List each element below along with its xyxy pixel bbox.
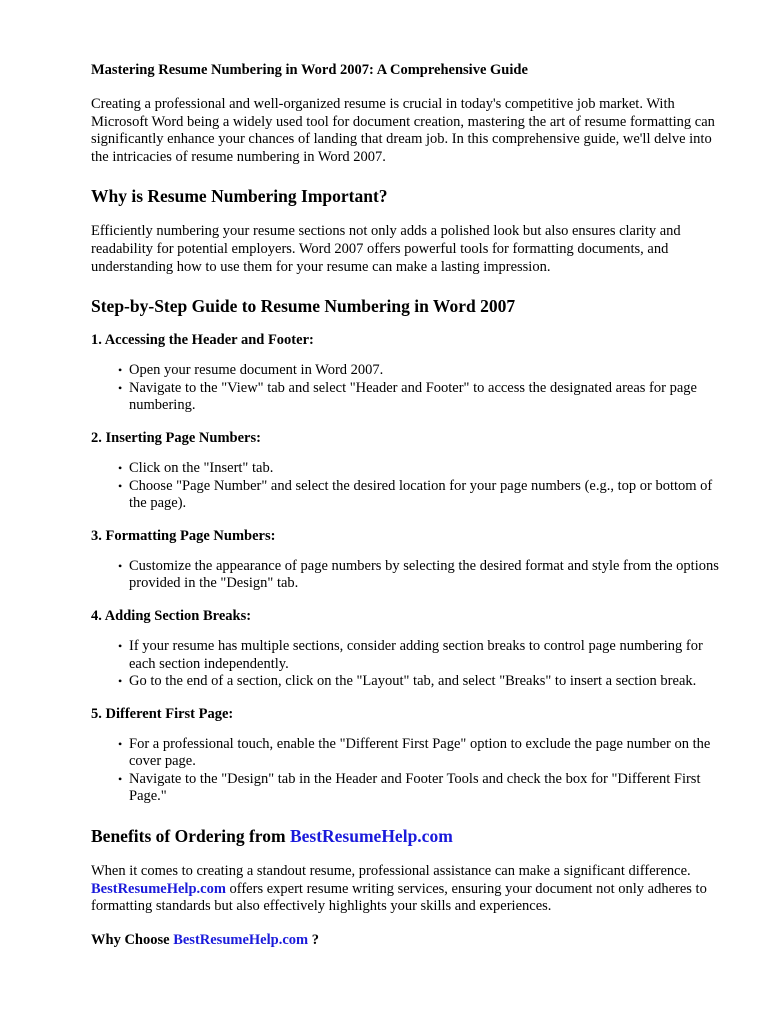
list-item-text: Go to the end of a section, click on the "Layout" tab, and select "Breaks" to insert a section break. — [129, 673, 697, 690]
benefits-heading — [91, 825, 731, 847]
bullet-icon: • — [118, 478, 123, 493]
step-2-heading: 2. Inserting Page Numbers: — [91, 429, 261, 446]
list-item — [118, 477, 731, 513]
list-item-text: Click on the "Insert" tab. — [129, 459, 274, 476]
step-3-list — [91, 558, 731, 593]
step-3-heading: 3. Formatting Page Numbers: — [91, 527, 276, 544]
step-5-list — [91, 736, 731, 806]
document-page — [91, 56, 731, 949]
bullet-icon: • — [118, 674, 123, 689]
benefits-paragraph — [91, 863, 731, 916]
step-1-list — [91, 362, 731, 415]
step-4-heading: 4. Adding Section Breaks: — [91, 607, 252, 624]
benefits-text-after: offers expert resume writing services, ensuring your document not only adheres to formatting standards but also effectively highlights your skills and experiences. — [91, 880, 707, 915]
list-item — [118, 362, 731, 380]
list-item-text: Open your resume document in Word 2007. — [129, 362, 384, 379]
step-5-heading: 5. Different First Page: — [91, 705, 234, 722]
benefits-inline-link[interactable]: BestResumeHelp.com — [91, 880, 226, 897]
list-item — [118, 637, 731, 673]
list-item-text: Customize the appearance of page numbers by selecting the desired format and style from the options provided in the "Design" tab. — [129, 557, 719, 592]
why-choose-prefix: Why Choose — [91, 931, 174, 948]
benefits-text-before: When it comes to creating a standout resume, professional assistance can make a significant difference. — [91, 863, 691, 880]
list-item — [118, 673, 731, 691]
list-item — [118, 459, 731, 478]
why-paragraph: Efficiently numbering your resume sections not only adds a polished look but also ensures clarity and readability for potential employers. Word 2007 offers powerful tools for formatting documents, and understanding how to use them for your resume can make a lasting impression. — [91, 223, 681, 275]
step-2-list — [91, 460, 731, 513]
bullet-icon: • — [118, 558, 123, 573]
list-item-text: For a professional touch, enable the "Different First Page" option to exclude the page number on the cover page. — [129, 735, 711, 770]
guide-heading: Step-by-Step Guide to Resume Numbering in Word 2007 — [91, 296, 516, 317]
bullet-icon: • — [118, 771, 123, 786]
list-item — [118, 557, 731, 593]
intro-paragraph: Creating a professional and well-organized resume is crucial in today's competitive job market. With Microsoft Word being a widely used tool for document creation, mastering the art of resume formatting can significantly enhance your chances of landing that dream job. In this comprehensive guide, we'll delve into the intricacies of resume numbering in Word 2007. — [91, 96, 715, 165]
why-choose-suffix: ? — [308, 931, 319, 948]
list-item-text: Navigate to the "View" tab and select "Header and Footer" to access the designated areas for page numbering. — [129, 379, 697, 414]
list-item — [118, 770, 731, 806]
bullet-icon: • — [118, 460, 123, 475]
benefits-heading-link[interactable]: BestResumeHelp.com — [289, 826, 453, 847]
document-title: Mastering Resume Numbering in Word 2007: A Comprehensive Guide — [91, 62, 528, 78]
list-item-text: Navigate to the "Design" tab in the Header and Footer Tools and check the box for "Different First Page." — [129, 770, 701, 805]
why-heading: Why is Resume Numbering Important? — [91, 186, 388, 207]
bullet-icon: • — [118, 736, 123, 751]
bullet-icon: • — [118, 363, 123, 378]
step-4-list — [91, 638, 731, 691]
bullet-icon: • — [118, 380, 123, 395]
why-choose-heading — [91, 932, 731, 950]
list-item — [118, 379, 731, 415]
benefits-heading-prefix: Benefits of Ordering from — [91, 826, 290, 847]
bullet-icon: • — [118, 638, 123, 653]
list-item-text: Choose "Page Number" and select the desired location for your page numbers (e.g., top or bottom of the page). — [129, 477, 713, 512]
why-choose-link[interactable]: BestResumeHelp.com — [173, 931, 309, 948]
list-item — [118, 735, 731, 771]
list-item-text: If your resume has multiple sections, consider adding section breaks to control page numbering for each section independently. — [129, 637, 703, 672]
step-1-heading: 1. Accessing the Header and Footer: — [91, 332, 314, 349]
